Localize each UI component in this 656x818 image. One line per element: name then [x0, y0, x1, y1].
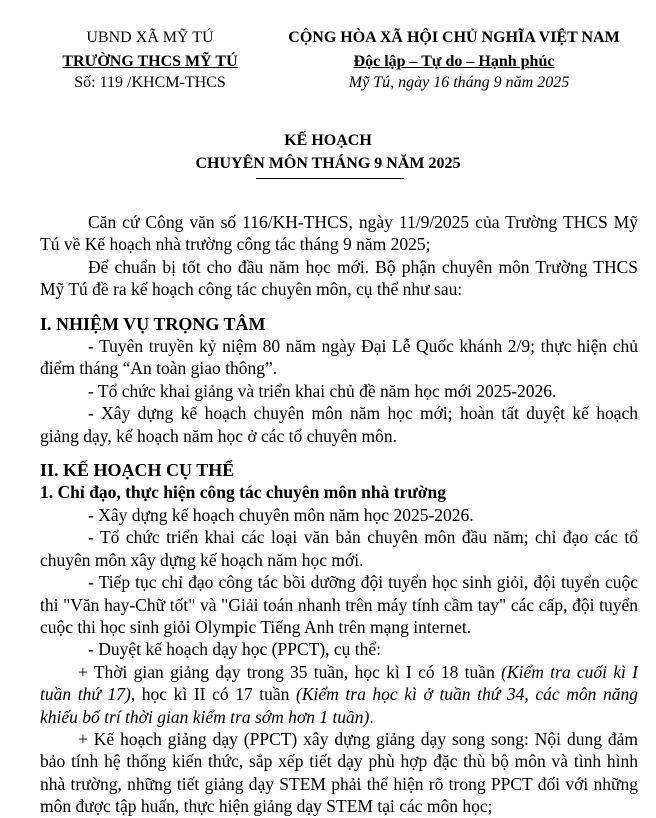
- document-subtitle: CHUYÊN MÔN THÁNG 9 NĂM 2025: [195, 155, 461, 172]
- subsection-1-heading: 1. Chỉ đạo, thực hiện công tác chuyên môn nhà trường: [40, 482, 447, 503]
- section-2-heading: II. KẾ HOẠCH CỤ THỂ: [40, 460, 235, 481]
- teaching-time-text: + Thời gian giảng dạy trong 35 tuần, học kì I có 18 tuần: [78, 661, 502, 682]
- teaching-time-text: , học kì II có 17 tuần: [130, 684, 297, 705]
- section-2-item: - Duyệt kế hoạch dạy học (PPCT), cụ thể:: [88, 639, 382, 660]
- section-1-item: - Tổ chức khai giảng và triển khai chủ đề năm học mới 2025-2026.: [88, 380, 557, 401]
- title-underline: [256, 178, 404, 179]
- teaching-time-item: [40, 661, 638, 728]
- intro-paragraph-2: Để chuẩn bị tốt cho đầu năm học mới. Bộ phận chuyên môn Trường THCS Mỹ Tú đề ra kế hoạch công tác chuyên môn, cụ thể như sau:: [40, 256, 638, 300]
- intro-paragraph-1: Căn cứ Công văn số 116/KH-THCS, ngày 11/9/2025 của Trường THCS Mỹ Tú về Kế hoạch nhà trường công tác tháng 9 năm 2025;: [40, 212, 638, 255]
- section-2-item: - Tổ chức triển khai các loại văn bản chuyên môn đầu năm; chỉ đạo các tổ chuyên môn xây dựng kế hoạch năm học mới.: [40, 527, 638, 570]
- document-title: KẾ HOẠCH: [284, 132, 372, 149]
- section-2-item: - Xây dựng kế hoạch chuyên môn năm học 2025-2026.: [88, 504, 474, 525]
- national-motto-block: [262, 26, 646, 74]
- issuer-school: TRƯỜNG THCS MỸ TÚ: [62, 53, 238, 70]
- national-title: CỘNG HÒA XÃ HỘI CHỦ NGHĨA VIỆT NAM: [288, 29, 620, 46]
- teaching-plan-item: + Kế hoạch giảng dạy (PPCT) xây dựng giảng dạy song song: Nội dung đảm bảo tính hệ thống kiến thức, sắp xếp tiết dạy phù hợp đặc thù bộ môn và tình hình nhà trường, những tiết giảng dạy STEM phải thể hiện rõ trong PPCT đối với những môn được tập huấn, thực hiện giảng dạy STEM tại các môn học;: [40, 728, 638, 817]
- teaching-time-text: .: [369, 706, 374, 727]
- term2-exam-note: (Kiểm tra học kì ở tuần thứ 34, các môn năng khiếu bố trí thời gian kiểm tra sớm hơn 1 tuần): [40, 684, 638, 727]
- section-1-item: - Xây dựng kế hoạch chuyên môn năm học mới; hoàn tất duyệt kế hoạch giảng dạy, kế hoạch năm học ở các tổ chuyên môn.: [40, 403, 638, 446]
- section-1-heading: I. NHIỆM VỤ TRỌNG TÂM: [40, 313, 266, 334]
- document-number: Số: 119 /KHCM-THCS: [74, 74, 226, 91]
- section-1-item: - Tuyên truyền kỷ niệm 80 năm ngày Đại Lễ Quốc khánh 2/9; thực hiện chủ điểm tháng “An toàn giao thông”.: [40, 336, 638, 379]
- term1-exam-note: (Kiểm tra cuối kì I tuần thứ 17): [40, 661, 639, 705]
- section-2-item: - Tiếp tục chỉ đạo công tác bồi dưỡng đội tuyển học sinh giỏi, đội tuyển cuộc thi "Văn hay-Chữ tốt" và "Giải toán nhanh trên máy tính cầm tay" các cấp, đội tuyển cuộc thi học sinh giỏi Olympic Tiếng Anh trên mạng internet.: [40, 572, 638, 637]
- document-date: Mỹ Tú, ngày 16 tháng 9 năm 2025: [348, 74, 570, 91]
- issuer-block: [40, 26, 260, 74]
- issuer-authority: UBND XÃ MỸ TÚ: [86, 29, 214, 46]
- document-body: [40, 211, 638, 818]
- national-motto: Độc lập – Tự do – Hạnh phúc: [353, 53, 555, 70]
